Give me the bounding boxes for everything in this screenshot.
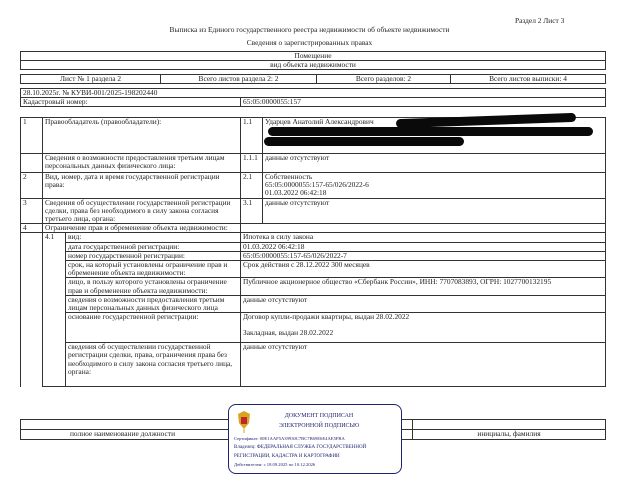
stamp-line2: ЭЛЕКТРОННОЙ ПОДПИСЬЮ — [278, 423, 360, 429]
cadastral-value: 65:05:0000055:157 — [241, 98, 606, 107]
value-text: 01.03.2022 06:42:18 — [243, 242, 305, 251]
value-text-2: Закладная, выдан 28.02.2022 — [243, 328, 334, 338]
document-title: Выписка из Единого государственного реестра недвижимости об объекте недвижимости — [169, 25, 450, 34]
value-text: данные отсутствуют — [243, 295, 308, 304]
stamp-validity: Действителен: с 18.09.2025 по 10.12.2026 — [234, 462, 316, 467]
encumbrance-label: сведения об осуществлении государственной регистрации сделки, права, ограничения права без необходимого в силу закона согласия третьего лица, органа: — [66, 343, 241, 387]
encumbrance-label: основание государственной регистрации: — [66, 313, 241, 343]
row-number: 4 — [21, 224, 43, 233]
row-number: 2 — [21, 173, 43, 199]
value-text: Ипотека в силу закона — [243, 232, 314, 242]
document-subtitle: Сведения о зарегистрированных правах — [246, 38, 373, 47]
encumbrance-row — [21, 343, 606, 387]
row-subnumber: 3.1 — [241, 198, 263, 224]
stamp-certificate: Сертификат: 00E1AAF5A39930C7BC7B69E6E4AE5FBA — [234, 436, 345, 441]
right-reg-number: 65:05:0000055:157-65/026/2022-6 — [265, 180, 369, 190]
encumbrance-row — [21, 233, 606, 242]
extract-sheets-total: Всего листов выписки: 4 — [451, 75, 606, 84]
stamp-line1: ДОКУМЕНТ ПОДПИСАН — [284, 413, 354, 419]
encumbrance-value — [241, 233, 606, 242]
encumbrance-label: вид: — [66, 233, 241, 242]
encumbrance-value — [241, 278, 606, 295]
value-text: данные отсутствуют — [243, 342, 308, 352]
encumbrance-number: 4.1 — [43, 233, 66, 387]
row-subnumber: 1.1 — [241, 118, 263, 154]
encumbrance-label: сведения о возможности предоставления третьим лицам персональных данных физического лица — [66, 295, 241, 312]
doc-info-table — [20, 88, 606, 107]
row-label: Сведения об осуществлении государственной регистрации сделки, права без необходимого в силу закона согласия третьего лица, органа: — [43, 198, 241, 224]
sheet-number: Лист № 1 раздела 2 — [21, 75, 161, 84]
encumbrance-row — [21, 251, 606, 260]
encumbrance-row — [21, 261, 606, 278]
row-label: Сведения о возможности предоставления третьим лицам персональных данных физического лица: — [43, 154, 241, 173]
right-reg-date: 01.03.2022 06:42:18 — [265, 188, 327, 198]
value-text: Срок действия с 28.12.2022 300 месяцев — [243, 260, 370, 270]
name-label: инициалы, фамилия — [413, 430, 606, 440]
row-value: данные отсутствуют — [263, 154, 606, 173]
section-sheets-total: Всего листов раздела 2: 2 — [161, 75, 317, 84]
encumbrance-value — [241, 242, 606, 251]
encumbrance-label: дата государственной регистрации: — [66, 242, 241, 251]
sections-total: Всего разделов: 2 — [317, 75, 451, 84]
row-subnumber: 1.1.1 — [241, 154, 263, 173]
encumbrance-value — [241, 295, 606, 312]
encumbrance-row — [21, 313, 606, 343]
redaction — [264, 137, 464, 146]
cadastral-label: Кадастровый номер: — [21, 98, 241, 107]
encumbrance-row — [21, 295, 606, 312]
encumbrance-value — [241, 251, 606, 260]
electronic-signature-stamp — [228, 404, 402, 474]
section-sheet: Раздел 2 Лист 3 — [515, 16, 565, 25]
object-name: Помещение — [21, 52, 606, 61]
row-label: Правообладатель (правообладатели): — [43, 118, 241, 154]
right-type: Собственность — [265, 172, 313, 181]
rights-table — [20, 117, 606, 387]
encumbrance-row — [21, 278, 606, 295]
row-subnumber: 2.1 — [241, 173, 263, 199]
owner-name: Ударцев Анатолий Александрович — [265, 117, 374, 126]
row-label: Вид, номер, дата и время государственной регистрации права: — [43, 173, 241, 199]
encumbrance-label: номер государственной регистрации: — [66, 251, 241, 260]
row-value: данные отсутствуют — [263, 198, 606, 224]
object-kind-label: вид объекта недвижимости — [21, 61, 606, 70]
encumbrance-value — [241, 313, 606, 343]
object-table — [20, 51, 606, 70]
row-number: 3 — [21, 198, 43, 224]
encumbrance-label: лицо, в пользу которого установлены ограничение прав и обременение объекта недвижимости: — [66, 278, 241, 295]
position-label: полное наименование должности — [69, 429, 176, 438]
stamp-owner: Владелец: ФЕДЕРАЛЬНАЯ СЛУЖБА ГОСУДАРСТВЕННОЙ — [234, 445, 367, 450]
value-text: 65:05:0000055:157-65/026/2022-7 — [243, 251, 347, 260]
encumbrance-label: срок, на который установлены ограничение прав и обременение объекта недвижимости: — [66, 261, 241, 278]
stamp-owner2: РЕГИСТРАЦИИ, КАДАСТРА И КАРТОГРАФИИ — [234, 454, 340, 459]
value-text: Договор купли-продажи квартиры, выдан 28.02.2022 — [243, 312, 410, 322]
encumbrance-value — [241, 261, 606, 278]
row-number: 1 — [21, 118, 43, 154]
doc-date-number: 28.10.2025г. № КУВИ-001/2025-198202440 — [21, 89, 606, 98]
redaction — [268, 127, 593, 136]
row-value — [263, 173, 606, 199]
encumbrance-value — [241, 343, 606, 387]
coat-of-arms-icon — [235, 409, 253, 433]
encumbrance-row — [21, 242, 606, 251]
row-label: Ограничение прав и обременение объекта недвижимости: — [43, 224, 241, 233]
value-text: Публичное акционерное общество «Сбербанк России», ИНН: 7707083893, ОГРН: 1027700132195 — [243, 277, 552, 287]
sheets-table — [20, 74, 606, 84]
row-number — [21, 154, 43, 173]
